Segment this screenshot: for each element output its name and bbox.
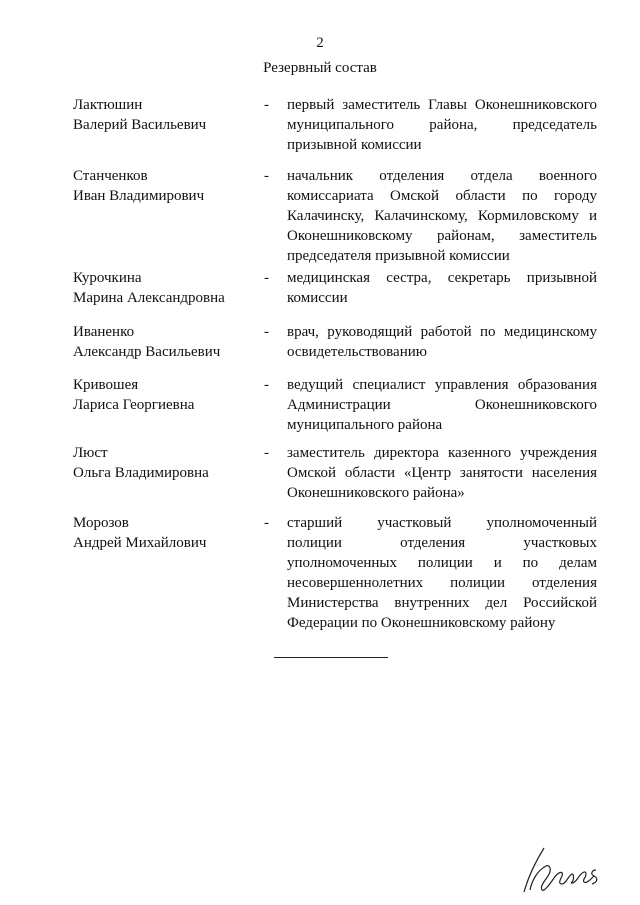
member-dash: - (264, 377, 269, 393)
member-surname: Курочкина (73, 270, 142, 286)
member-position-line: Администрации Оконешниковского (287, 397, 597, 413)
member-position (287, 322, 597, 362)
member-position-line: полиции отделения участковых (287, 535, 597, 551)
member-position-line: врач, руководящий работой по медицинскому (287, 324, 597, 340)
member-name (73, 513, 258, 553)
section-title: Резервный состав (263, 60, 377, 76)
member-surname: Лактюшин (73, 97, 143, 113)
member-dash: - (264, 168, 269, 184)
member-position (287, 95, 597, 155)
member-dash: - (264, 270, 269, 286)
member-surname: Кривошея (73, 377, 139, 393)
member-dash: - (264, 97, 269, 113)
divider-rule (274, 657, 388, 658)
member-position-line: муниципального района, председатель (287, 117, 597, 133)
member-name (73, 95, 258, 135)
member-name (73, 268, 258, 308)
member-position-line: освидетельствованию (287, 344, 427, 360)
member-surname: Морозов (73, 515, 129, 531)
member-position-line: Оконешниковского района» (287, 485, 465, 501)
member-position-line: Калачинску, Калачинскому, Кормиловскому и (287, 208, 597, 224)
member-position-line: начальник отделения отдела военного (287, 168, 597, 184)
member-name (73, 322, 258, 362)
member-position (287, 268, 597, 308)
member-position-line: Федерации по Оконешниковскому району (287, 615, 556, 631)
member-given-names: Ольга Владимировна (73, 465, 209, 481)
member-position-line: муниципального района (287, 417, 443, 433)
member-position-line: Министерства внутренних дел Российской (287, 595, 597, 611)
member-given-names: Александр Васильевич (73, 344, 221, 360)
member-dash: - (264, 324, 269, 340)
member-given-names: Иван Владимирович (73, 188, 205, 204)
member-position-line: Оконешниковскому районам, заместитель (287, 228, 597, 244)
member-position (287, 375, 597, 435)
member-dash: - (264, 515, 269, 531)
member-surname: Иваненко (73, 324, 135, 340)
member-given-names: Андрей Михайлович (73, 535, 207, 551)
member-surname: Станченков (73, 168, 148, 184)
member-given-names: Марина Александровна (73, 290, 225, 306)
member-position-line: председателя призывной комиссии (287, 248, 510, 264)
member-name (73, 443, 258, 483)
member-position-line: ведущий специалист управления образования (287, 377, 597, 393)
member-position-line: несовершеннолетних полиции отделения (287, 575, 597, 591)
page-number: 2 (316, 35, 324, 51)
member-position-line: медицинская сестра, секретарь призывной (287, 270, 597, 286)
signature (510, 830, 610, 900)
member-given-names: Лариса Георгиевна (73, 397, 195, 413)
member-dash: - (264, 445, 269, 461)
member-position-line: комиссии (287, 290, 348, 306)
member-given-names: Валерий Васильевич (73, 117, 207, 133)
member-position (287, 443, 597, 503)
member-position (287, 513, 597, 633)
member-position-line: заместитель директора казенного учреждения (287, 445, 597, 461)
member-position-line: первый заместитель Главы Оконешниковского (287, 97, 597, 113)
member-position-line: призывной комиссии (287, 137, 422, 153)
member-name (73, 375, 258, 415)
member-position-line: комиссариата Омской области по городу (287, 188, 597, 204)
member-position-line: уполномоченных полиции и по делам (287, 555, 597, 571)
member-position-line: Омской области «Центр занятости населения (287, 465, 597, 481)
member-position-line: старший участковый уполномоченный (287, 515, 597, 531)
signature-scribble (510, 830, 610, 900)
member-surname: Люст (73, 445, 108, 461)
member-position (287, 166, 597, 266)
member-name (73, 166, 258, 206)
